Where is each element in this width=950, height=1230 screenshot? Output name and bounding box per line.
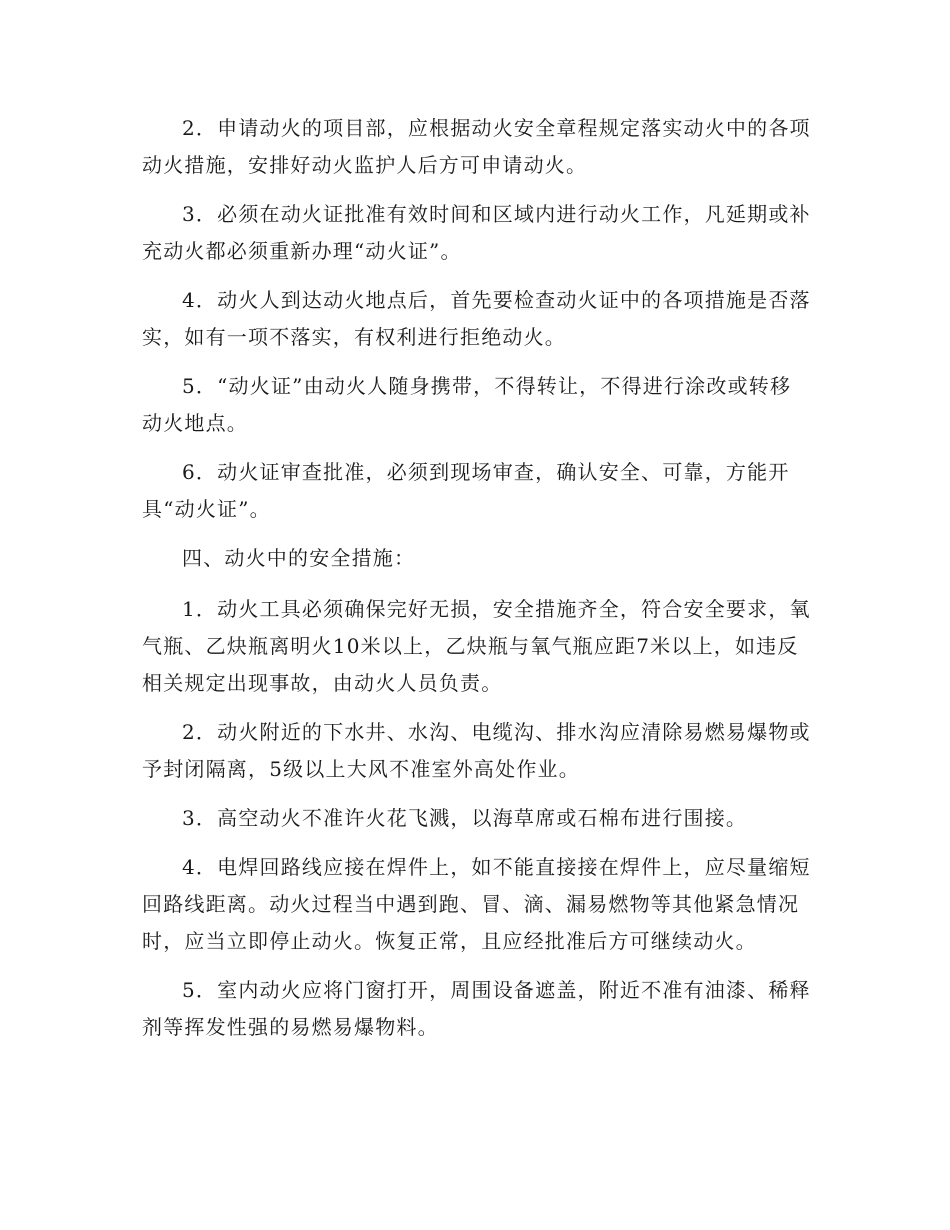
paragraph-measure-2: 2．动火附近的下水井、水沟、电缆沟、排水沟应清除易燃易爆物或予封闭隔离，5级以上大风不准室外高处作业。: [142, 720, 811, 781]
paragraph-measure-1: 1．动火工具必须确保完好无损，安全措施齐全，符合安全要求，氧气瓶、乙炔瓶离明火10米以上，乙炔瓶与氧气瓶应距7米以上，如违反相关规定出现事故，由动火人员负责。: [142, 597, 811, 695]
paragraph-item-4: 4．动火人到达动火地点后，首先要检查动火证中的各项措施是否落实，如有一项不落实，有权利进行拒绝动火。: [142, 288, 811, 349]
paragraph-item-5: 5．“动火证”由动火人随身携带，不得转让，不得进行涂改或转移动火地点。: [142, 374, 792, 435]
paragraph-item-6: 6．动火证审查批准，必须到现场审查，确认安全、可靠，方能开具“动火证”。: [142, 460, 790, 521]
paragraph-item-2: 2．申请动火的项目部，应根据动火安全章程规定落实动火中的各项动火措施，安排好动火监护人后方可申请动火。: [142, 116, 811, 177]
paragraph-measure-3: 3．高空动火不准许火花飞溅，以海草席或石棉布进行围接。: [182, 806, 748, 830]
paragraph-measure-5: 5．室内动火应将门窗打开，周围设备遮盖，附近不准有油漆、稀释剂等挥发性强的易燃易爆物料。: [142, 978, 811, 1039]
section-heading: 四、动火中的安全措施：: [182, 546, 416, 570]
document-body: [142, 110, 812, 1058]
paragraph-measure-4: 4．电焊回路线应接在焊件上，如不能直接接在焊件上，应尽量缩短回路线距离。动火过程当中遇到跑、冒、滴、漏易燃物等其他紧急情况时，应当立即停止动火。恢复正常，且应经批准后方可继续动火。: [142, 855, 811, 953]
paragraph-item-3: 3．必须在动火证批准有效时间和区域内进行动火工作，凡延期或补充动火都必须重新办理“动火证”。: [142, 202, 811, 263]
